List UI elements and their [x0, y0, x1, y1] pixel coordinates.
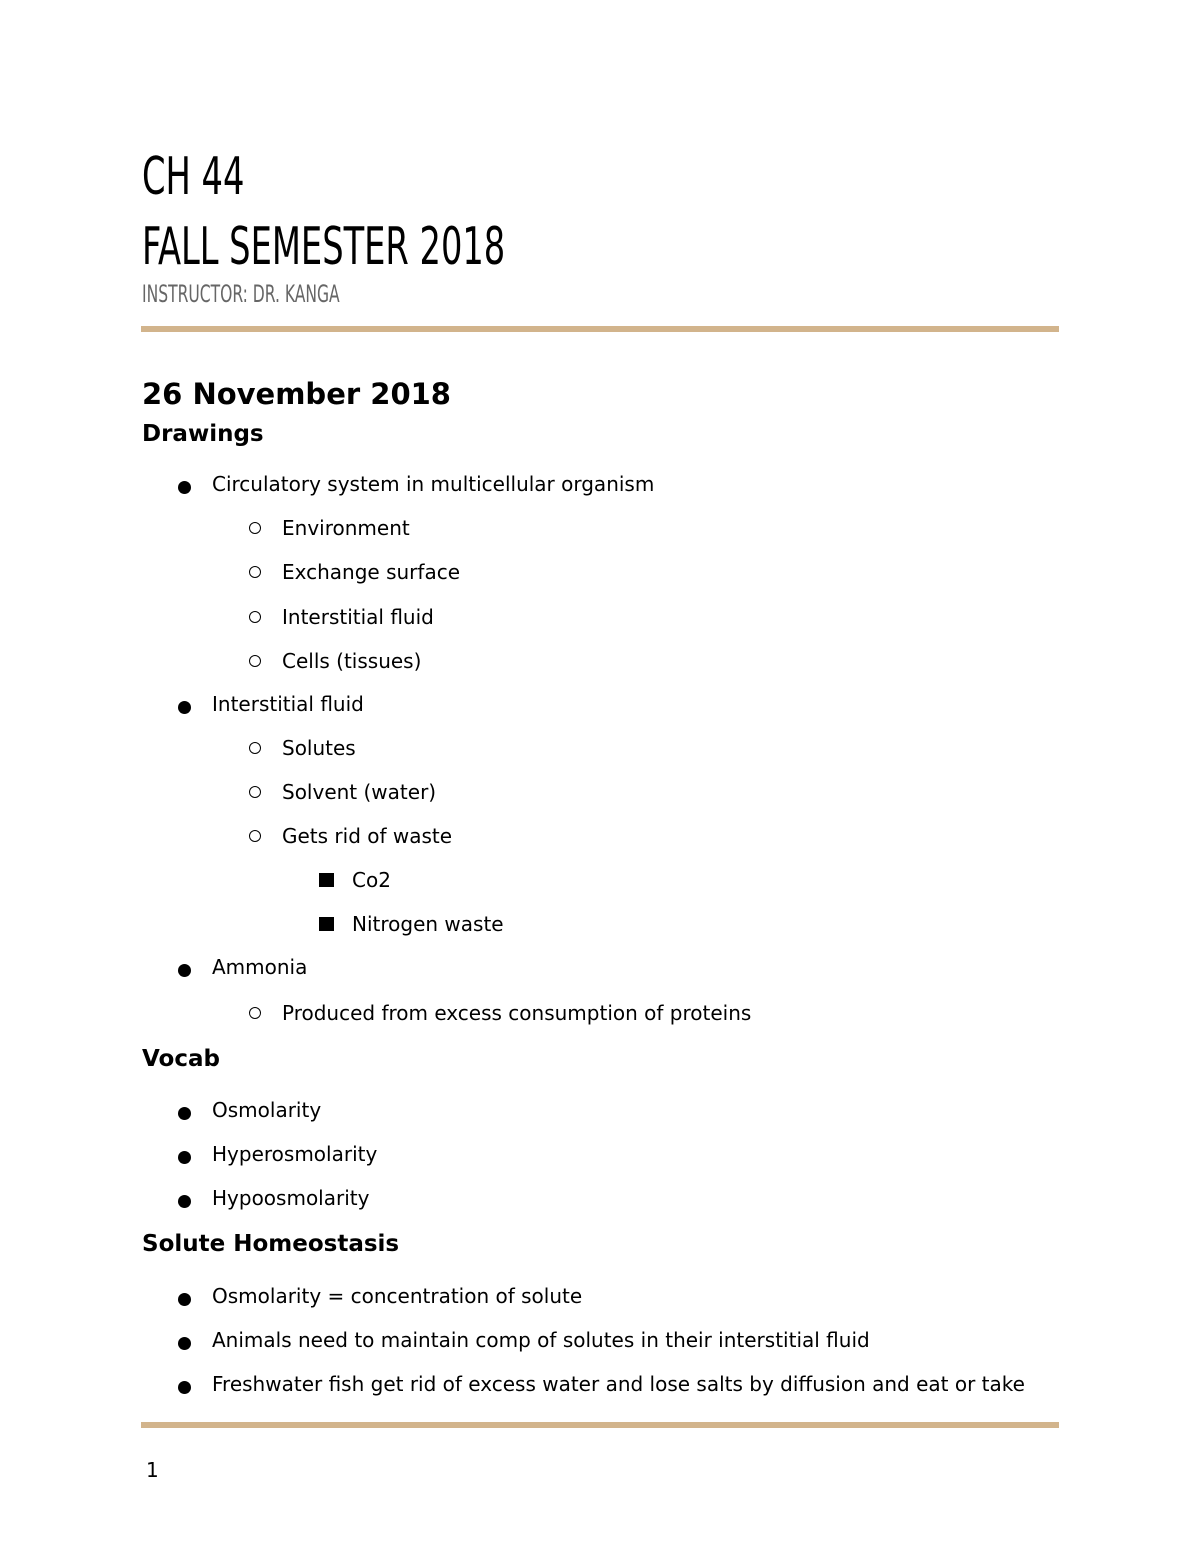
list-item-waste: Gets rid of waste — [282, 824, 453, 848]
circle-bullet-icon — [249, 655, 261, 667]
page-number: 1 — [146, 1458, 159, 1482]
square-bullet-icon — [319, 873, 334, 887]
disc-bullet-icon — [178, 964, 191, 977]
circle-bullet-icon — [249, 830, 261, 842]
disc-bullet-icon — [178, 701, 191, 714]
list-item-ammonia: Ammonia — [212, 955, 308, 979]
list-item-osmolarity-definition: Osmolarity = concentration of solute — [212, 1284, 583, 1308]
circle-bullet-icon — [249, 522, 261, 534]
list-item-cells: Cells (tissues) — [282, 649, 422, 673]
list-item-freshwater-fish: Freshwater fish get rid of excess water and lose salts by diffusion and eat or take — [212, 1372, 1025, 1396]
disc-bullet-icon — [178, 1195, 191, 1208]
header-divider — [141, 326, 1059, 332]
list-item-interstitial-fluid-sub: Interstitial fluid — [282, 605, 434, 629]
list-item-hypoosmolarity: Hypoosmolarity — [212, 1186, 370, 1210]
disc-bullet-icon — [178, 1293, 191, 1306]
semester-title: FALL SEMESTER 2018 — [142, 217, 506, 277]
list-item-circulatory: Circulatory system in multicellular organism — [212, 472, 655, 496]
square-bullet-icon — [319, 917, 334, 931]
list-item-hyperosmolarity: Hyperosmolarity — [212, 1142, 378, 1166]
circle-bullet-icon — [249, 786, 261, 798]
list-item-osmolarity: Osmolarity — [212, 1098, 322, 1122]
list-item-nitrogen-waste: Nitrogen waste — [352, 912, 504, 936]
circle-bullet-icon — [249, 566, 261, 578]
list-item-animals-solutes: Animals need to maintain comp of solutes in their interstitial fluid — [212, 1328, 870, 1352]
section-heading-drawings: Drawings — [142, 421, 264, 447]
circle-bullet-icon — [249, 1007, 261, 1019]
disc-bullet-icon — [178, 481, 191, 494]
list-item-proteins: Produced from excess consumption of proteins — [282, 1001, 752, 1025]
list-item-solutes: Solutes — [282, 736, 356, 760]
footer-divider — [141, 1422, 1059, 1428]
list-item-solvent: Solvent (water) — [282, 780, 437, 804]
circle-bullet-icon — [249, 742, 261, 754]
disc-bullet-icon — [178, 1107, 191, 1120]
disc-bullet-icon — [178, 1337, 191, 1350]
disc-bullet-icon — [178, 1151, 191, 1164]
list-item-interstitial-fluid: Interstitial fluid — [212, 692, 364, 716]
section-heading-vocab: Vocab — [142, 1046, 220, 1072]
date-heading: 26 November 2018 — [142, 377, 451, 411]
list-item-exchange-surface: Exchange surface — [282, 560, 460, 584]
instructor-subtitle: INSTRUCTOR: DR. KANGA — [142, 280, 340, 308]
circle-bullet-icon — [249, 611, 261, 623]
course-code-title: CH 44 — [142, 147, 245, 207]
list-item-environment: Environment — [282, 516, 410, 540]
disc-bullet-icon — [178, 1381, 191, 1394]
section-heading-solute-homeostasis: Solute Homeostasis — [142, 1231, 400, 1257]
list-item-co2: Co2 — [352, 868, 391, 892]
